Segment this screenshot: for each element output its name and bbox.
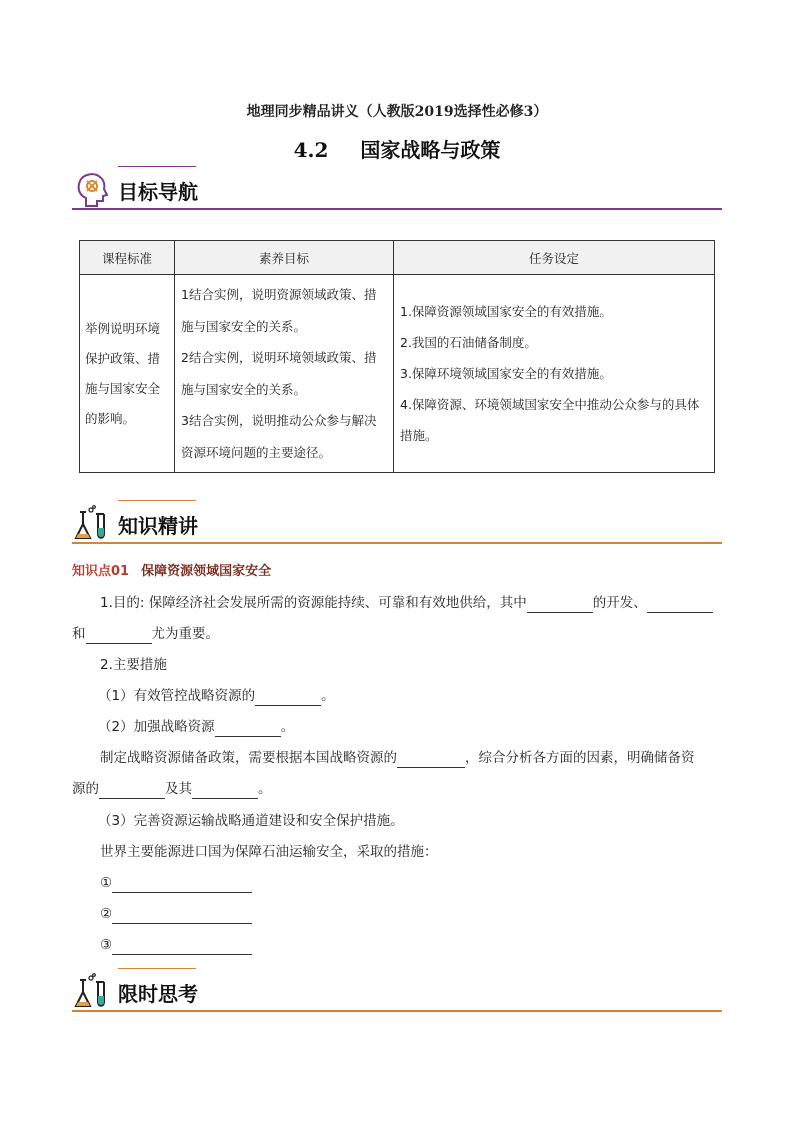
table-cell-standard: 举例说明环境保护政策、措施与国家安全的影响。 <box>80 275 175 473</box>
answer-line-2 <box>72 904 722 924</box>
table-header: 任务设定 <box>394 241 715 275</box>
text-line: 世界主要能源进口国为保障石油运输安全，采取的措施： <box>100 844 438 860</box>
text-span: 制定战略资源储备政策，需要根据本国战略资源的 <box>100 750 397 766</box>
answer-blank[interactable] <box>112 907 252 924</box>
table-cell-literacy <box>175 275 394 473</box>
knowledge-point-name: 保障资源领域国家安全 <box>141 564 272 579</box>
text-span: ，综合分析各方面的因素，明确储备资 <box>465 750 695 766</box>
document-subtitle: 地理同步精品讲义（人教版2019选择性必修3） <box>246 104 548 120</box>
paragraph-oil-transport <box>72 842 722 862</box>
fill-blank[interactable] <box>192 782 258 799</box>
text-span: （2）加强战略资源 <box>98 719 215 735</box>
text-span: （3）完善资源运输战略通道建设和安全保护措施。 <box>98 813 404 829</box>
section-topbar <box>118 166 196 167</box>
list-item: 2结合实例，说明环境领域政策、措施与国家安全的关系。 <box>181 350 377 397</box>
text-span: 及其 <box>165 781 192 797</box>
fill-blank[interactable] <box>397 751 465 768</box>
text-span: 源的 <box>72 781 99 797</box>
circled-number: ③ <box>100 937 113 953</box>
circled-number: ② <box>100 906 113 922</box>
text-span: 。 <box>280 719 295 735</box>
flask-icon <box>72 972 112 1012</box>
table-header-row <box>80 241 715 275</box>
list-item: 3.保障环境领域国家安全的有效措施。 <box>400 366 612 381</box>
list-item: 1结合实例，说明资源领域政策、措施与国家安全的关系。 <box>181 287 377 334</box>
list-item: 3结合实例，说明推动公众参与解决资源环境问题的主要途径。 <box>181 413 377 460</box>
table-cell-tasks <box>394 275 715 473</box>
table-row <box>80 275 715 473</box>
fill-blank[interactable] <box>99 782 165 799</box>
section-title: 限时思考 <box>118 982 198 1006</box>
section-goal-nav <box>72 166 722 216</box>
head-gear-icon <box>72 170 112 210</box>
knowledge-point-tag: 知识点01 <box>72 564 130 579</box>
knowledge-point-title <box>72 560 271 579</box>
section-underline <box>72 208 722 210</box>
section-knowledge <box>72 500 722 550</box>
answer-line-3 <box>72 935 722 955</box>
list-item: 4.保障资源、环境领域国家安全中推动公众参与的具体措施。 <box>400 397 700 443</box>
text-span: 尤为重要。 <box>151 626 219 642</box>
section-underline <box>72 542 722 544</box>
list-item: 1.保障资源领域国家安全的有效措施。 <box>400 304 612 319</box>
text-line: 2.主要措施 <box>100 657 167 673</box>
section-underline <box>72 1010 722 1012</box>
paragraph-measure-1 <box>72 686 748 706</box>
text-span: 。 <box>258 781 272 797</box>
section-topbar <box>118 968 196 969</box>
paragraph-measure-3 <box>72 811 748 831</box>
fill-blank[interactable] <box>527 596 593 613</box>
paragraph-reserve-policy <box>72 748 722 799</box>
section-title: 知识精讲 <box>118 514 198 538</box>
circled-number: ① <box>100 875 113 891</box>
table-header: 课程标准 <box>80 241 175 275</box>
section-topbar <box>118 500 196 501</box>
text-span: （1）有效管控战略资源的 <box>98 688 256 704</box>
fill-blank[interactable] <box>86 627 152 644</box>
paragraph-purpose <box>72 593 722 644</box>
text-span: 的开发、 <box>592 595 647 611</box>
lesson-title-text: 国家战略与政策 <box>360 138 501 162</box>
section-title: 目标导航 <box>118 180 198 204</box>
text-span: 和 <box>72 626 86 642</box>
table-header: 素养目标 <box>175 241 394 275</box>
fill-blank[interactable] <box>255 689 321 706</box>
answer-blank[interactable] <box>112 938 252 955</box>
paragraph-measures-heading <box>72 655 722 675</box>
list-item: 2.我国的石油储备制度。 <box>400 335 537 350</box>
answer-line-1 <box>72 873 722 893</box>
fill-blank[interactable] <box>647 596 713 613</box>
section-timed-thinking <box>72 968 722 1018</box>
paragraph-measure-2 <box>72 717 748 737</box>
flask-icon <box>72 504 112 544</box>
text-span: 1.目的: 保障经济社会发展所需的资源能持续、可靠和有效地供给，其中 <box>100 595 527 611</box>
goal-table <box>79 240 715 473</box>
fill-blank[interactable] <box>215 720 281 737</box>
answer-blank[interactable] <box>112 876 252 893</box>
lesson-number: 4.2 <box>293 138 329 162</box>
text-span: 。 <box>321 688 335 704</box>
lesson-title <box>0 134 794 163</box>
